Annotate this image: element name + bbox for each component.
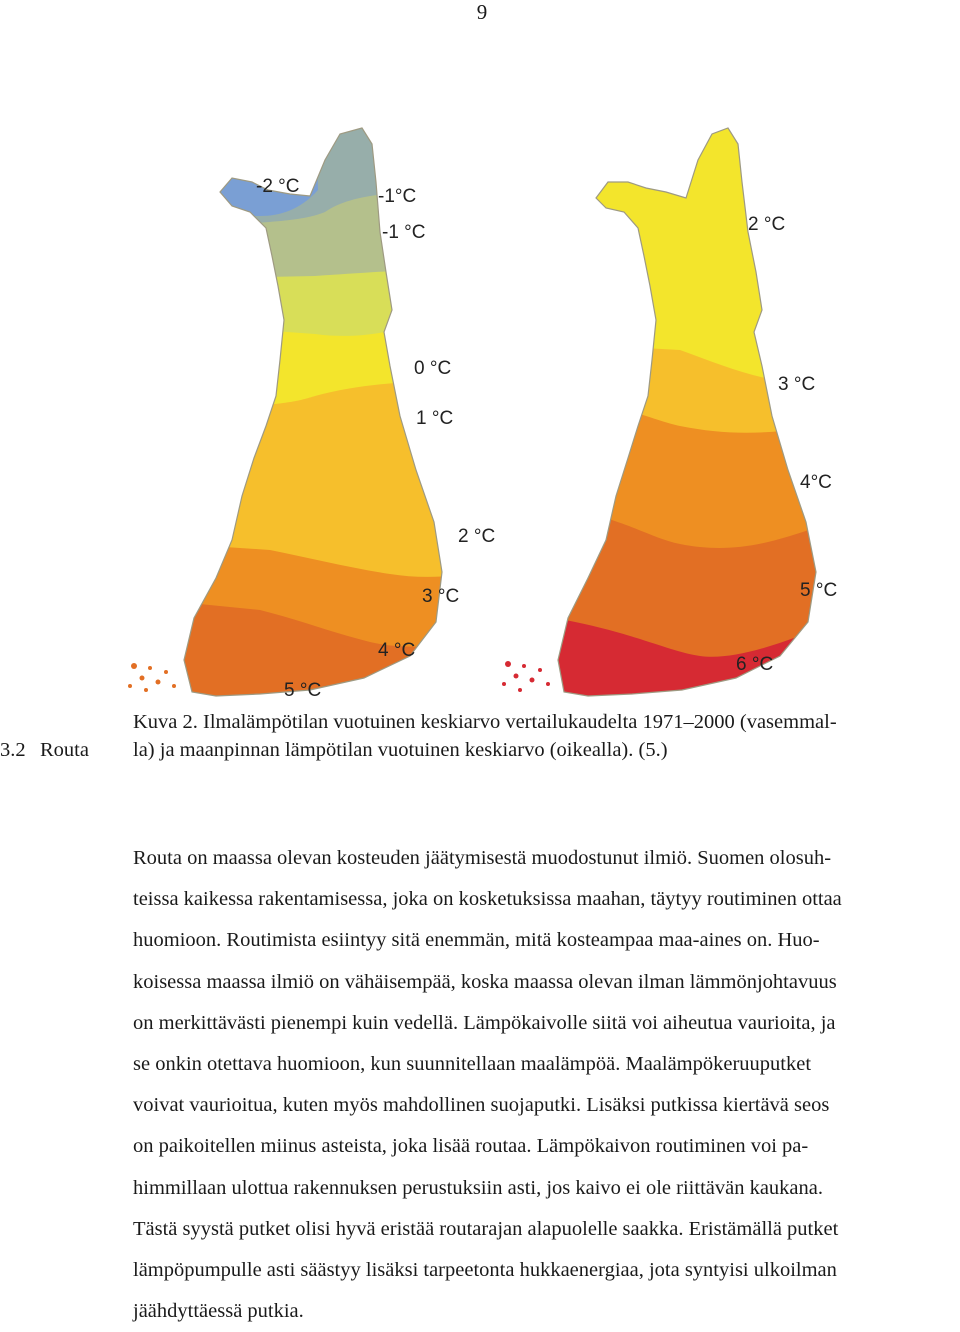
body-line: huomioon. Routimista esiintyy sitä enemmän, mitä kosteampaa maa-aines on. Huo-: [133, 929, 820, 952]
page-number: 9: [476, 0, 488, 24]
label-minus1c-b: -1 °C: [382, 222, 426, 243]
figure-caption: [133, 708, 953, 764]
label-right-6c: 6 °C: [736, 654, 774, 675]
label-2c: 2 °C: [458, 526, 496, 547]
body-line: Tästä syystä putket olisi hyvä eristää routarajan alapuolelle saakka. Eristämällä putket: [133, 1217, 839, 1240]
finland-temperature-maps: [120, 120, 960, 700]
section-title: Routa: [40, 739, 89, 761]
label-4c: 4 °C: [378, 640, 416, 661]
label-right-4c: 4°C: [800, 472, 832, 493]
body-line: teissa kaikessa rakentamisessa, joka on kosketuksissa maahan, täytyy routiminen ottaa: [133, 888, 842, 911]
band-2c-right: [500, 120, 960, 383]
label-minus2c: -2 °C: [256, 176, 300, 197]
left-map: [120, 120, 540, 700]
body-paragraph: [133, 838, 958, 1332]
body-line: on merkittävästi pienempi kuin vedellä. Lämpökaivolle siitä voi aiheutua vaurioita, ja: [133, 1011, 836, 1034]
right-map: [500, 120, 960, 700]
band-minus2c: [120, 120, 318, 216]
body-line: se onkin otettava huomioon, kun suunnitellaan maalämpöä. Maalämpökeruuputket: [133, 1053, 812, 1076]
body-line: jäähdyttäessä putkia.: [133, 1300, 304, 1323]
body-line: voivat vaurioitua, kuten myös mahdollinen suojaputki. Lisäksi putkissa kiertävä seos: [133, 1094, 830, 1117]
body-line: koisessa maassa ilmiö on vähäisempää, koska maassa olevan ilman lämmönjohtavuus: [133, 970, 837, 993]
label-1c: 1 °C: [416, 408, 454, 429]
label-0c: 0 °C: [414, 358, 452, 379]
label-right-5c: 5 °C: [800, 580, 838, 601]
caption-line: Kuva 2. Ilmalämpötilan vuotuinen keskiarvo vertailukaudelta 1971–2000 (vasemmal-: [133, 711, 837, 733]
label-3c: 3 °C: [422, 586, 460, 607]
body-line: lämpöpumpulle asti säästyy lisäksi tarpeetonta hukkaenergiaa, jota syntyisi ulkoilman: [133, 1259, 837, 1282]
label-5c: 5 °C: [284, 680, 322, 700]
section-heading: [0, 736, 89, 764]
body-line: Routa on maassa olevan kosteuden jäätymisestä muodostunut ilmiö. Suomen olosuh-: [133, 847, 832, 869]
label-right-2c: 2 °C: [748, 214, 786, 235]
body-line: himmillaan ulottua rakennuksen perustuksiin asti, jos kaivo ei ole riittävän kaukana.: [133, 1176, 824, 1199]
label-right-3c: 3 °C: [778, 374, 816, 395]
figure-maps: [120, 120, 960, 700]
right-islands: [502, 661, 550, 692]
label-minus1c-a: -1°C: [378, 186, 417, 207]
section-number: 3.2: [0, 739, 26, 761]
caption-line: la) ja maanpinnan lämpötilan vuotuinen keskiarvo (oikealla). (5.): [133, 739, 668, 761]
body-line: on paikoitellen miinus asteista, joka lisää routaa. Lämpökaivon routiminen voi pa-: [133, 1135, 809, 1158]
left-islands: [128, 663, 176, 692]
